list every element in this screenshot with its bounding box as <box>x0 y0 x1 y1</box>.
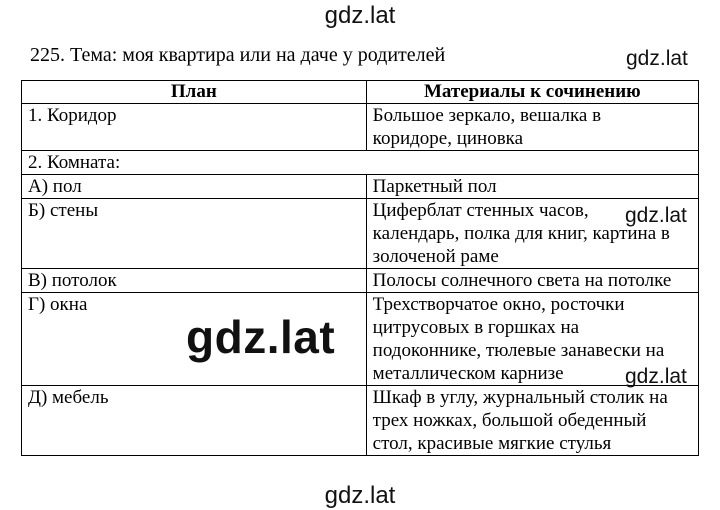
watermark-right-2: gdz.lat <box>625 204 687 227</box>
table-row <box>22 386 699 456</box>
watermark-right-3: gdz.lat <box>625 365 687 388</box>
materials-cell <box>366 104 698 151</box>
materials-line: Паркетный пол <box>372 176 497 197</box>
watermark-bottom: gdz.lat <box>324 482 396 509</box>
materials-line: цитрусовых в горшках на <box>372 317 580 338</box>
table-row <box>22 269 699 293</box>
plan-cell: 2. Комната: <box>22 151 699 175</box>
watermark-right-1: gdz.lat <box>626 47 688 70</box>
materials-cell <box>366 386 698 456</box>
table-row <box>22 199 699 269</box>
materials-line: стол, красивые мягкие стулья <box>372 433 612 454</box>
materials-line: Полосы солнечного света на потолке <box>372 270 672 291</box>
materials-line: золоченой раме <box>372 246 499 267</box>
table-row <box>22 151 699 175</box>
table-row <box>22 104 699 151</box>
materials-line: Шкаф в углу, журнальный столик на <box>372 387 668 408</box>
materials-line: календарь, полка для книг, картина в <box>372 223 670 244</box>
materials-line: Большое зеркало, вешалка в <box>372 105 602 126</box>
materials-cell <box>366 175 698 199</box>
materials-line: трех ножках, большой обеденный <box>372 410 647 431</box>
materials-line: подоконнике, тюлевые занавески на <box>372 340 665 361</box>
header-plan: План <box>22 81 367 104</box>
table-header-row <box>22 81 699 104</box>
plan-cell: Д) мебель <box>22 386 367 456</box>
watermark-center: gdz.lat <box>186 311 336 363</box>
plan-cell: А) пол <box>22 175 367 199</box>
plan-cell: В) потолок <box>22 269 367 293</box>
materials-cell <box>366 269 698 293</box>
watermark-top: gdz.lat <box>324 2 396 29</box>
plan-cell: Б) стены <box>22 199 367 269</box>
materials-line: Циферблат стенных часов, <box>372 200 589 221</box>
materials-line: коридоре, циновка <box>372 128 524 149</box>
plan-cell: Г) окна <box>22 293 367 386</box>
materials-line: Трехстворчатое окно, росточки <box>372 294 625 315</box>
plan-cell: 1. Коридор <box>22 104 367 151</box>
task-title: 225. Тема: моя квартира или на даче у родителей <box>30 44 446 66</box>
plan-table <box>21 80 699 456</box>
table-row <box>22 175 699 199</box>
table-row <box>22 293 699 386</box>
materials-line: металлическом карнизе <box>372 363 564 384</box>
header-materials: Материалы к сочинению <box>366 81 698 104</box>
